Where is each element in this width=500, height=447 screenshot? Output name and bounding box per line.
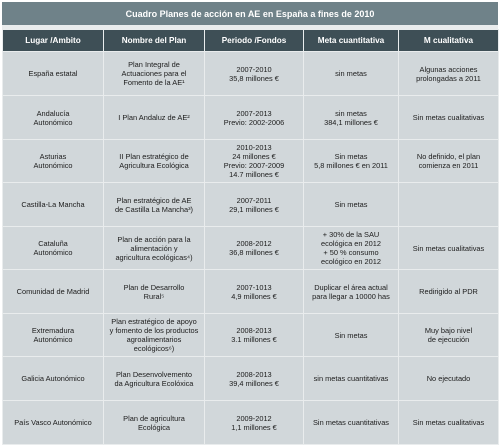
cell-plan: Plan estratégico de AE de Castilla La Mancha³)	[104, 183, 205, 227]
cell-lugar: España estatal	[3, 52, 104, 96]
cell-lugar: Cataluña Autonómico	[3, 227, 104, 270]
cell-lugar: País Vasco Autonómico	[3, 401, 104, 445]
header-periodo: Periodo /Fondos	[205, 30, 304, 52]
cell-meta-cualitativa	[399, 183, 499, 227]
cell-periodo: 2008-2012 36,8 millones €	[205, 227, 304, 270]
cell-plan: Plan de Desarrollo Rural⁵	[104, 270, 205, 314]
cell-meta-cuantitativa: Duplicar el área actual para llegar a 10000 has	[304, 270, 399, 314]
table-row	[3, 270, 499, 314]
cell-meta-cuantitativa: Sin metas 5,8 millones € en 2011	[304, 140, 399, 183]
cell-meta-cualitativa: Sin metas cualitativas	[399, 227, 499, 270]
cell-lugar: Asturias Autonómico	[3, 140, 104, 183]
cell-periodo: 2008-2013 3.1 millones €	[205, 314, 304, 357]
cell-meta-cuantitativa: Sin metas	[304, 314, 399, 357]
cell-meta-cualitativa: Redirigido al PDR	[399, 270, 499, 314]
table-row	[3, 314, 499, 357]
table-row	[3, 96, 499, 140]
cell-meta-cuantitativa: Sin metas	[304, 183, 399, 227]
cell-meta-cualitativa: Sin metas cualitativas	[399, 96, 499, 140]
table-row	[3, 183, 499, 227]
plans-table-panel	[2, 2, 498, 445]
cell-meta-cualitativa: Sin metas cualitativas	[399, 401, 499, 445]
table-row	[3, 401, 499, 445]
cell-periodo: 2008-2013 39,4 millones €	[205, 357, 304, 401]
cell-periodo: 2009-2012 1,1 millones €	[205, 401, 304, 445]
table-row	[3, 140, 499, 183]
table-title: Cuadro Planes de acción en AE en España a fines de 2010	[2, 2, 498, 25]
cell-meta-cuantitativa: sin metas	[304, 52, 399, 96]
table-row	[3, 52, 499, 96]
cell-periodo: 2007-2011 29,1 millones €	[205, 183, 304, 227]
cell-meta-cuantitativa: sin metas cuantitativas	[304, 357, 399, 401]
header-meta-cuantitativa: Meta cuantitativa	[304, 30, 399, 52]
cell-lugar: Galicia Autonómico	[3, 357, 104, 401]
cell-meta-cualitativa: No ejecutado	[399, 357, 499, 401]
cell-plan: Plan de acción para la alimentación y agricultura ecológicas⁴)	[104, 227, 205, 270]
header-nombre: Nombre del Plan	[104, 30, 205, 52]
cell-periodo: 2007-1013 4,9 millones €	[205, 270, 304, 314]
cell-lugar: Extremadura Autonómico	[3, 314, 104, 357]
cell-lugar: Castilla-La Mancha	[3, 183, 104, 227]
cell-plan: Plan Desenvolvemento da Agricultura Ecolóxica	[104, 357, 205, 401]
cell-lugar: Andalucía Autonómico	[3, 96, 104, 140]
cell-meta-cualitativa: Muy bajo nivel de ejecución	[399, 314, 499, 357]
plans-table	[2, 29, 499, 445]
cell-plan: I Plan Andaluz de AE²	[104, 96, 205, 140]
cell-plan: Plan de agricultura Ecológica	[104, 401, 205, 445]
cell-plan: Plan estratégico de apoyo y fomento de los productos agroalimentarios ecológicos⁶)	[104, 314, 205, 357]
cell-periodo: 2010-2013 24 millones € Previo: 2007-2009 14.7 millones €	[205, 140, 304, 183]
cell-lugar: Comunidad de Madrid	[3, 270, 104, 314]
cell-meta-cuantitativa: sin metas 384,1 millones €	[304, 96, 399, 140]
header-lugar: Lugar /Ambito	[3, 30, 104, 52]
header-meta-cualitativa: M cualitativa	[399, 30, 499, 52]
header-row	[3, 30, 499, 52]
cell-meta-cuantitativa: + 30% de la SAU ecológica en 2012 + 50 % consumo ecológico en 2012	[304, 227, 399, 270]
cell-meta-cualitativa: No definido, el plan comienza en 2011	[399, 140, 499, 183]
table-row	[3, 227, 499, 270]
cell-plan: Plan Integral de Actuaciones para el Fomento de la AE¹	[104, 52, 205, 96]
cell-meta-cuantitativa: Sin metas cuantitativas	[304, 401, 399, 445]
cell-periodo: 2007-2013 Previo: 2002-2006	[205, 96, 304, 140]
cell-plan: II Plan estratégico de Agricultura Ecológica	[104, 140, 205, 183]
cell-periodo: 2007-2010 35,8 millones €	[205, 52, 304, 96]
cell-meta-cualitativa: Algunas acciones prolongadas a 2011	[399, 52, 499, 96]
table-row	[3, 357, 499, 401]
